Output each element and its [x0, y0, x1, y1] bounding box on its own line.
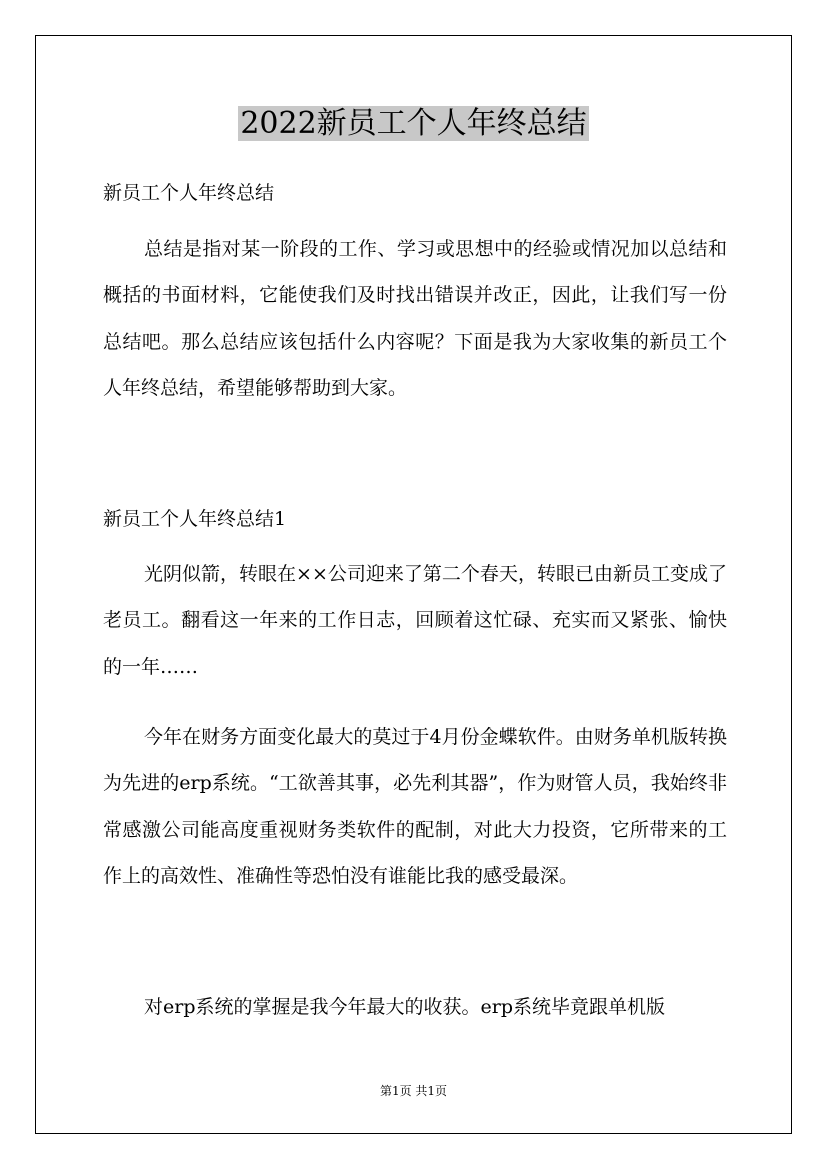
document-title [0, 98, 827, 150]
document-title-text: 2022新员工个人年终总结 [240, 106, 587, 141]
section-paragraph-1: 光阴似箭，转眼在××公司迎来了第二个春天，转眼已由新员工变成了老员工。翻看这一年来的工作日志，回顾着这忙碌、充实而又紧张、愉快的一年…… [103, 563, 727, 678]
section-paragraph-3: 对erp系统的掌握是我今年最大的收获。erp系统毕竟跟单机版 [144, 996, 665, 1018]
page-footer: 第1页 共1页 [379, 1084, 448, 1098]
document-subtitle: 新员工个人年终总结 [103, 182, 275, 204]
section-paragraph-2: 今年在财务方面变化最大的莫过于4月份金蝶软件。由财务单机版转换为先进的erp系统。“工欲善其事，必先利其器”，作为财管人员，我始终非常感激公司能高度重视财务类软件的配制，对此大力投资，它所带来的工作上的高效性、准确性等恐怕没有谁能比我的感受最深。 [103, 726, 727, 888]
intro-paragraph: 总结是指对某一阶段的工作、学习或思想中的经验或情况加以总结和概括的书面材料，它能使我们及时找出错误并改正，因此，让我们写一份总结吧。那么总结应该包括什么内容呢？下面是我为大家收集的新员工个人年终总结，希望能够帮助到大家。 [103, 238, 727, 400]
section-heading: 新员工个人年终总结1 [103, 508, 287, 530]
